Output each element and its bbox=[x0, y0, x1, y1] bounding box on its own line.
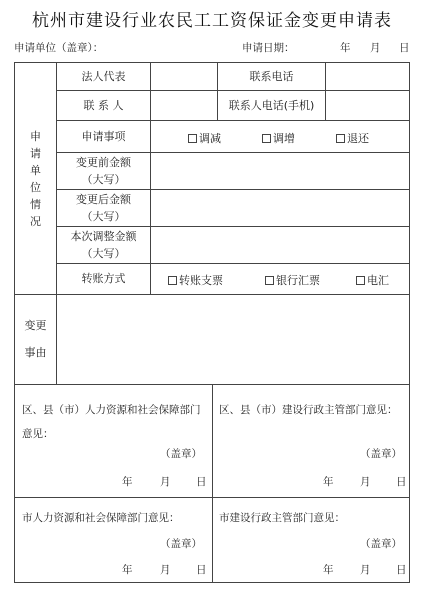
adjust-amount-label: 本次调整金额 （大写） bbox=[70, 229, 137, 260]
apply-item-label: 申请事项 bbox=[81, 129, 126, 143]
contact-phone-label: 联系电话 bbox=[249, 69, 294, 83]
city-construction-year: 年 bbox=[323, 564, 334, 576]
district-construction-day: 日 bbox=[396, 476, 407, 488]
applicant-info-label: 申 请 单 位 情 况 bbox=[30, 129, 41, 229]
option-wire[interactable]: 电汇 bbox=[356, 272, 389, 288]
city-hr-day: 日 bbox=[196, 564, 207, 576]
option-reduce[interactable]: 调减 bbox=[188, 130, 221, 146]
contact-mobile-label: 联系人电话(手机) bbox=[228, 98, 315, 112]
city-hr-month: 月 bbox=[160, 564, 171, 576]
district-hr-month: 月 bbox=[160, 476, 171, 488]
option-transfer-check[interactable]: 转账支票 bbox=[168, 272, 223, 288]
city-hr-opinion-label: 市人力资源和社会保障部门意见： bbox=[22, 512, 180, 524]
date-day: 日 bbox=[399, 42, 410, 54]
apply-date-label: 申请日期： bbox=[242, 42, 295, 54]
change-reason-field[interactable] bbox=[57, 295, 409, 384]
table-border-bottom bbox=[14, 582, 410, 583]
change-reason-label: 变 更 事 由 bbox=[24, 318, 47, 359]
district-construction-year: 年 bbox=[323, 476, 334, 488]
adjust-amount-field[interactable] bbox=[151, 227, 409, 263]
option-bank-draft[interactable]: 银行汇票 bbox=[265, 272, 320, 288]
before-amount-label: 变更前金额 （大写） bbox=[76, 155, 131, 186]
before-amount-field[interactable] bbox=[151, 153, 409, 189]
form-title: 杭州市建设行业农民工工资保证金变更申请表 bbox=[32, 11, 392, 31]
checkbox-bank-draft[interactable] bbox=[265, 276, 274, 285]
district-hr-day: 日 bbox=[196, 476, 207, 488]
option-refund[interactable]: 退还 bbox=[336, 130, 369, 146]
city-construction-month: 月 bbox=[360, 564, 371, 576]
district-hr-seal: （盖章） bbox=[160, 448, 202, 460]
city-hr-year: 年 bbox=[122, 564, 133, 576]
contact-phone-field[interactable] bbox=[326, 63, 409, 90]
table-border-right bbox=[409, 62, 410, 583]
city-hr-seal: （盖章） bbox=[160, 538, 202, 550]
district-construction-seal: （盖章） bbox=[360, 448, 402, 460]
option-increase[interactable]: 调增 bbox=[262, 130, 295, 146]
district-hr-opinion-label: 区、县（市）人力资源和社会保障部门意见： bbox=[22, 404, 201, 441]
legal-rep-field[interactable] bbox=[151, 63, 217, 90]
checkbox-refund[interactable] bbox=[336, 134, 345, 143]
after-amount-label: 变更后金额 （大写） bbox=[76, 192, 131, 223]
col-rule bbox=[212, 384, 213, 582]
city-construction-seal: （盖章） bbox=[360, 538, 402, 550]
date-year: 年 bbox=[340, 42, 351, 54]
district-hr-year: 年 bbox=[122, 476, 133, 488]
date-month: 月 bbox=[370, 42, 381, 54]
contact-person-label: 联 系 人 bbox=[83, 98, 124, 112]
district-construction-opinion-label: 区、县（市）建设行政主管部门意见： bbox=[219, 404, 398, 416]
city-construction-opinion-label: 市建设行政主管部门意见： bbox=[219, 512, 345, 524]
checkbox-reduce[interactable] bbox=[188, 134, 197, 143]
transfer-method-label: 转账方式 bbox=[81, 272, 126, 286]
applicant-unit-label: 申请单位（盖章）： bbox=[14, 42, 104, 54]
contact-mobile-field[interactable] bbox=[326, 91, 409, 120]
after-amount-field[interactable] bbox=[151, 190, 409, 226]
checkbox-wire[interactable] bbox=[356, 276, 365, 285]
city-construction-day: 日 bbox=[396, 564, 407, 576]
checkbox-transfer-check[interactable] bbox=[168, 276, 177, 285]
legal-rep-label: 法人代表 bbox=[81, 69, 126, 83]
checkbox-increase[interactable] bbox=[262, 134, 271, 143]
contact-person-field[interactable] bbox=[151, 91, 217, 120]
district-construction-month: 月 bbox=[360, 476, 371, 488]
